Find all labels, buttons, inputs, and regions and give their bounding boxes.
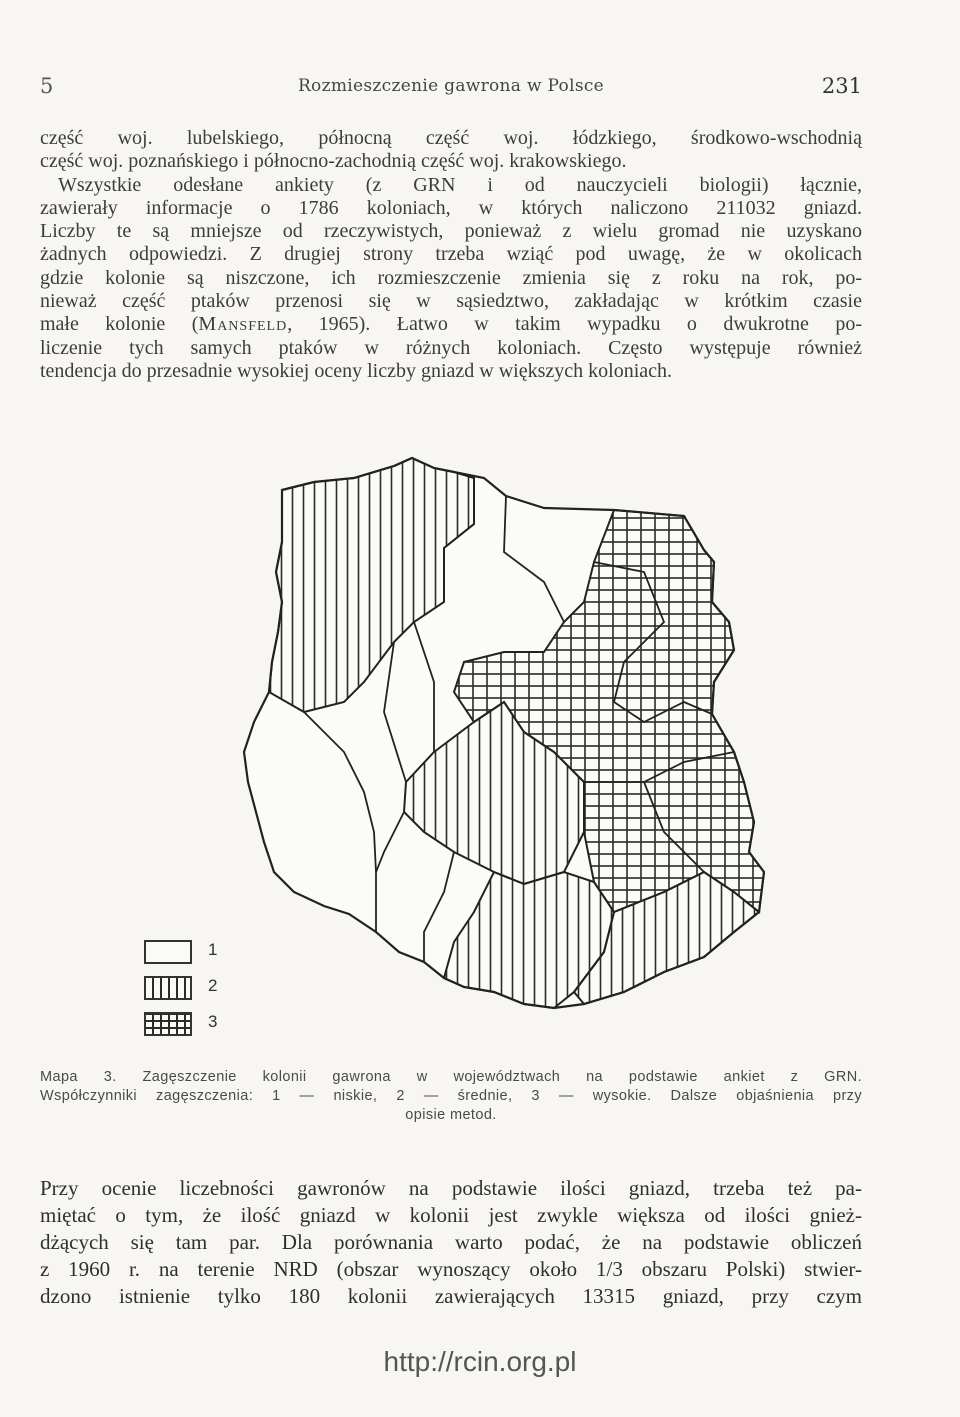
- legend-label: 3: [208, 1012, 218, 1031]
- legend-label: 1: [208, 940, 218, 959]
- legend-swatch-blank: [144, 940, 192, 964]
- caption-line: Mapa 3. Zagęszczenie kolonii gawrona w województwach na podstawie ankiet z GRN.: [40, 1069, 862, 1085]
- bottom-paragraph: [40, 1175, 862, 1310]
- text-line: z 1960 r. na terenie NRD (obszar wynoszący około 1/3 obszaru Polski) stwier-: [40, 1257, 862, 1281]
- legend-item-high: [144, 1012, 244, 1042]
- text-line: dzono istnienie tylko 180 kolonii zawierających 13315 gniazd, przy czym: [40, 1284, 862, 1308]
- map-legend: [144, 940, 254, 1040]
- caption-line: opisie metod.: [405, 1107, 497, 1123]
- text-line: Przy ocenie liczebności gawronów na podstawie ilości gniazd, trzeba też pa-: [40, 1176, 862, 1200]
- page-marker-left: 5: [40, 74, 54, 98]
- running-title: Rozmieszczenie gawrona w Polsce: [297, 76, 605, 96]
- text-line: miętać o tym, że ilość gniazd w kolonii jest zwykle większa od ilości gnież-: [40, 1203, 862, 1227]
- text-line: część woj. poznańskiego i północno-zachodnią część woj. krakowskiego.: [40, 150, 627, 173]
- text-line: Wszystkie odesłane ankiety (z GRN i od nauczycieli biologii) łącznie,: [58, 173, 862, 196]
- text-line: [40, 313, 862, 336]
- text-line: liczenie tych samych ptaków w różnych koloniach. Często występuje również: [40, 336, 862, 359]
- legend-swatch-grid: [144, 1012, 192, 1036]
- legend-label: 2: [208, 976, 218, 995]
- legend-swatch-vertical-hatch: [144, 976, 192, 1000]
- text-line: Liczby te są mniejsze od rzeczywistych, ponieważ z wielu gromad nie uzyskano: [40, 220, 862, 243]
- text-line: żadnych odpowiedzi. Z drugiej strony trzeba wziąć pod uwagę, że w okolicach: [40, 243, 862, 266]
- page-header: [40, 74, 862, 102]
- text-fragment: , 1965). Łatwo w takim wypadku o dwukrotne po-: [287, 313, 862, 336]
- citation-author: Mansfeld: [198, 313, 288, 336]
- text-line: tendencja do przesadnie wysokiej oceny liczby gniazd w większych koloniach.: [40, 359, 673, 382]
- text-fragment: małe kolonie (: [40, 313, 199, 336]
- text-line: zawierały informacje o 1786 koloniach, w których naliczono 211032 gniazd.: [40, 196, 862, 219]
- text-line: dżących się tam par. Dla porównania warto podać, że na podstawie obliczeń: [40, 1230, 862, 1254]
- legend-item-medium: [144, 976, 244, 1006]
- page-number: 231: [821, 74, 862, 98]
- top-paragraph: [40, 127, 862, 383]
- text-line: część woj. lubelskiego, północną część woj. łódzkiego, środkowo-wschodnią: [40, 127, 862, 149]
- source-url[interactable]: http://rcin.org.pl: [383, 1346, 577, 1377]
- text-line: gdzie kolonie są niszczone, ich rozmieszczenie zmienia się z roku na rok, po-: [40, 266, 862, 289]
- map-caption: [40, 1068, 862, 1125]
- text-line: nieważ część ptaków przenosi się w sąsiedztwo, zakładając w krótkim czasie: [40, 290, 862, 313]
- caption-line: Współczynniki zagęszczenia: 1 — niskie, 2 — średnie, 3 — wysokie. Dalsze objaśnienia przy: [40, 1088, 862, 1104]
- legend-item-low: [144, 940, 244, 970]
